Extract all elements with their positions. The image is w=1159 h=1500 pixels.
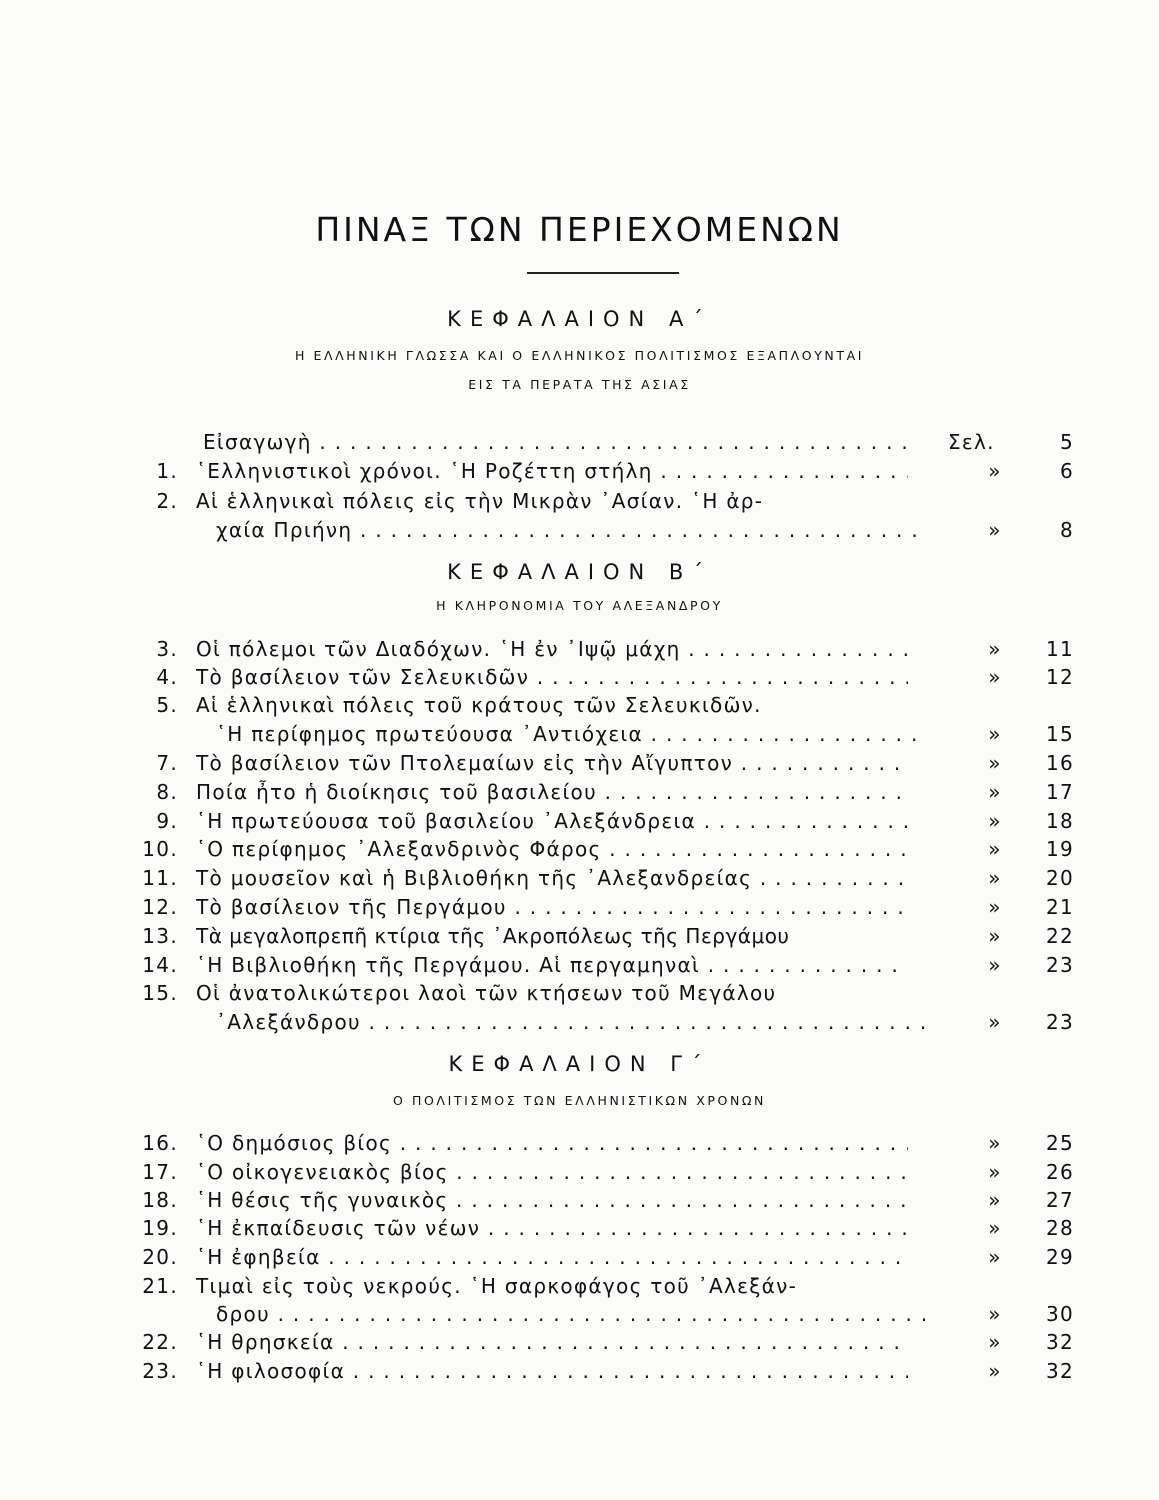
toc-entry-number: 22. [142,1330,178,1354]
toc-entry-text: Τὸ βασίλειον τῆς Περγάμου . . . [196,892,908,922]
toc-entry-continuation-text: ῾Η περίφημος πρωτεύουσα ᾿Αντιόχεια . . . [216,719,928,749]
title-underline [527,272,679,274]
ditto-mark: » [988,1359,1002,1383]
chapter-a-heading: ΚΕΦΑΛΑΙΟΝ Α΄ [447,307,712,331]
toc-entry-number: 16. [142,1131,178,1155]
toc-entry-23 [0,1356,1159,1386]
toc-entry-number: 3. [156,637,178,661]
toc-entry-15 [0,978,1159,1008]
chapter-c-heading: ΚΕΦΑΛΑΙΟΝ Γ΄ [448,1052,711,1076]
ditto-mark: » [988,953,1002,977]
ditto-mark: » [988,1245,1002,1269]
toc-entry-number: 13. [142,924,178,948]
toc-entry-text: ῾Η θρησκεία . . . [196,1327,908,1357]
toc-entry-number: 19. [142,1216,178,1240]
toc-entry-text: Ποία ἦτο ἡ διοίκησις τοῦ βασιλείου . . . [196,777,908,807]
toc-entry-number: 7. [156,751,178,775]
ditto-mark: » [988,722,1002,746]
toc-entry-text: Τὸ βασίλειον τῶν Πτολεμαίων εἰς τὴν Αἴγυπτον . . . [196,748,908,778]
page-number: 30 [1045,1302,1074,1326]
ditto-mark: » [988,1188,1002,1212]
ditto-mark: » [988,895,1002,919]
toc-entry-text: ῾Η θέσις τῆς γυναικὸς . . . [196,1185,908,1215]
toc-entry-number: 2. [156,489,178,513]
page-number: 22 [1045,924,1074,948]
toc-entry-17 [0,1157,1159,1187]
page-number: 26 [1045,1160,1074,1184]
page-number: 18 [1045,809,1074,833]
toc-entry-2-continuation [0,515,1159,545]
page-number: 21 [1045,895,1074,919]
toc-entry-19 [0,1213,1159,1243]
ditto-mark: » [988,1302,1002,1326]
toc-entry-21-continuation [0,1299,1159,1329]
page-number: 8 [1059,518,1074,542]
page-number: 25 [1045,1131,1074,1155]
toc-entry-text: Οἱ πόλεμοι τῶν Διαδόχων. ῾Η ἐν ᾿Ιψῷ μάχη . . . [196,634,908,664]
ditto-mark: » [988,1160,1002,1184]
toc-entry-13 [0,921,1159,951]
toc-entry-number: 20. [142,1245,178,1269]
page-number: 20 [1045,866,1074,890]
toc-entry-number: 5. [156,693,178,717]
page-number: 5 [1059,430,1074,454]
page-number: 17 [1045,780,1074,804]
chapter-b-heading: ΚΕΦΑΛΑΙΟΝ Β΄ [447,560,712,584]
toc-entry-continuation-text: ᾿Αλεξάνδρου . . . [216,1007,928,1037]
toc-entry-intro [0,427,1159,457]
page-number: 11 [1045,637,1074,661]
page-number: 32 [1045,1330,1074,1354]
toc-entry-9 [0,806,1159,836]
ditto-mark: » [988,1010,1002,1034]
toc-entry-10 [0,834,1159,864]
toc-entry-4 [0,662,1159,692]
toc-entry-text: Αἱ ἑλληνικαὶ πόλεις τοῦ κράτους τῶν Σελευκιδῶν. [196,693,762,717]
toc-entry-21 [0,1271,1159,1301]
toc-entry-text: ῾Ο δημόσιος βίος . . . [196,1128,908,1158]
toc-entry-text: ῾Η ἐφηβεία . . . [196,1242,908,1272]
toc-entry-text: ῾Η Βιβλιοθήκη τῆς Περγάμου. Αἱ περγαμηναὶ . . . [196,950,908,980]
toc-entry-number: 9. [156,809,178,833]
toc-entry-number: 14. [142,953,178,977]
ditto-mark: » [988,518,1002,542]
toc-entry-text: Εἰσαγωγὴ . . . [203,427,915,457]
toc-entry-7 [0,748,1159,778]
toc-entry-16 [0,1128,1159,1158]
toc-entry-3 [0,634,1159,664]
toc-entry-15-continuation [0,1007,1159,1037]
toc-entry-number: 4. [156,665,178,689]
toc-entry-text: Τὸ βασίλειον τῶν Σελευκιδῶν . . . [196,662,908,692]
toc-entry-12 [0,892,1159,922]
ditto-mark: » [988,1131,1002,1155]
ditto-mark: » [988,837,1002,861]
ditto-mark: » [988,665,1002,689]
page-number: 32 [1045,1359,1074,1383]
toc-entry-5 [0,690,1159,720]
ditto-mark: » [988,809,1002,833]
page-title: ΠΙΝΑΞ ΤΩΝ ΠΕΡΙΕΧΟΜΕΝΩΝ [315,210,844,249]
ditto-mark: » [988,459,1002,483]
ditto-mark: » [988,1330,1002,1354]
toc-entry-number: 15. [142,981,178,1005]
page-label: Σελ. [948,430,995,454]
page-number: 23 [1045,953,1074,977]
toc-entry-number: 11. [142,866,178,890]
toc-entry-22 [0,1327,1159,1357]
toc-entry-14 [0,950,1159,980]
toc-entry-8 [0,777,1159,807]
toc-entry-text: Αἱ ἑλληνικαὶ πόλεις εἰς τὴν Μικρὰν ᾿Ασίαν. ῾Η ἀρ- [196,489,764,513]
toc-entry-number: 21. [142,1274,178,1298]
toc-entry-text: Τὰ μεγαλοπρεπῆ κτίρια τῆς ᾿Ακροπόλεως τῆς Περγάμου [196,924,790,948]
toc-entry-text: ῾Η πρωτεύουσα τοῦ βασιλείου ᾿Αλεξάνδρεια . . . [196,806,908,836]
page-number: 28 [1045,1216,1074,1240]
ditto-mark: » [988,780,1002,804]
chapter-b-subtitle: Η ΚΛΗΡΟΝΟΜΙΑ ΤΟΥ ΑΛΕΞΑΝΔΡΟΥ [436,598,723,613]
page-number: 27 [1045,1188,1074,1212]
toc-entry-text: ῾Η φιλοσοφία . . . [196,1356,908,1386]
toc-entry-number: 1. [156,459,178,483]
toc-entry-number: 10. [142,837,178,861]
toc-entry-text: ῾Η ἐκπαίδευσις τῶν νέων . . . [196,1213,908,1243]
toc-entry-text: ῾Ελληνιστικοὶ χρόνοι. ῾Η Ροζέττη στήλη . . . [196,456,908,486]
page-number: 23 [1045,1010,1074,1034]
page-number: 15 [1045,722,1074,746]
toc-entry-20 [0,1242,1159,1272]
toc-entry-text: ῾Ο οἰκογενειακὸς βίος . . . [196,1157,908,1187]
page-number: 19 [1045,837,1074,861]
toc-entry-number: 17. [142,1160,178,1184]
ditto-mark: » [988,1216,1002,1240]
chapter-c-subtitle: Ο ΠΟΛΙΤΙΣΜΟΣ ΤΩΝ ΕΛΛΗΝΙΣΤΙΚΩΝ ΧΡΟΝΩΝ [392,1093,767,1108]
page-number: 29 [1045,1245,1074,1269]
ditto-mark: » [988,924,1002,948]
toc-entry-11 [0,863,1159,893]
ditto-mark: » [988,751,1002,775]
toc-entry-number: 23. [142,1359,178,1383]
page-number: 6 [1059,459,1074,483]
chapter-a-subtitle-line-2: ΕΙΣ ΤΑ ΠΕΡΑΤΑ ΤΗΣ ΑΣΙΑΣ [468,377,691,392]
toc-entry-5-continuation [0,719,1159,749]
toc-entry-text: Οἱ ἀνατολικώτεροι λαοὶ τῶν κτήσεων τοῦ Μεγάλου [196,981,777,1005]
toc-entry-1 [0,456,1159,486]
ditto-mark: » [988,637,1002,661]
toc-entry-2 [0,486,1159,516]
toc-entry-continuation-text: χαία Πριήνη . . . [216,515,928,545]
chapter-a-subtitle-line-1: Η ΕΛΛΗΝΙΚΗ ΓΛΩΣΣΑ ΚΑΙ Ο ΕΛΛΗΝΙΚΟΣ ΠΟΛΙΤΙΣΜΟΣ ΕΞΑΠΛΟΥΝΤΑΙ [294,348,865,363]
toc-entry-number: 8. [156,780,178,804]
page-number: 12 [1045,665,1074,689]
toc-entry-number: 12. [142,895,178,919]
toc-entry-text: ῾Ο περίφημος ᾿Αλεξανδρινὸς Φάρος . . . [196,834,908,864]
toc-entry-18 [0,1185,1159,1215]
toc-entry-number: 18. [142,1188,178,1212]
toc-entry-text: Τὸ μουσεῖον καὶ ἡ Βιβλιοθήκη τῆς ᾿Αλεξανδρείας . . . [196,863,908,893]
toc-entry-text: Τιμαὶ εἰς τοὺς νεκρούς. ῾Η σαρκοφάγος τοῦ ᾿Αλεξάν- [196,1274,798,1298]
page-number: 16 [1045,751,1074,775]
toc-entry-continuation-text: δρου . . . [216,1299,928,1329]
ditto-mark: » [988,866,1002,890]
